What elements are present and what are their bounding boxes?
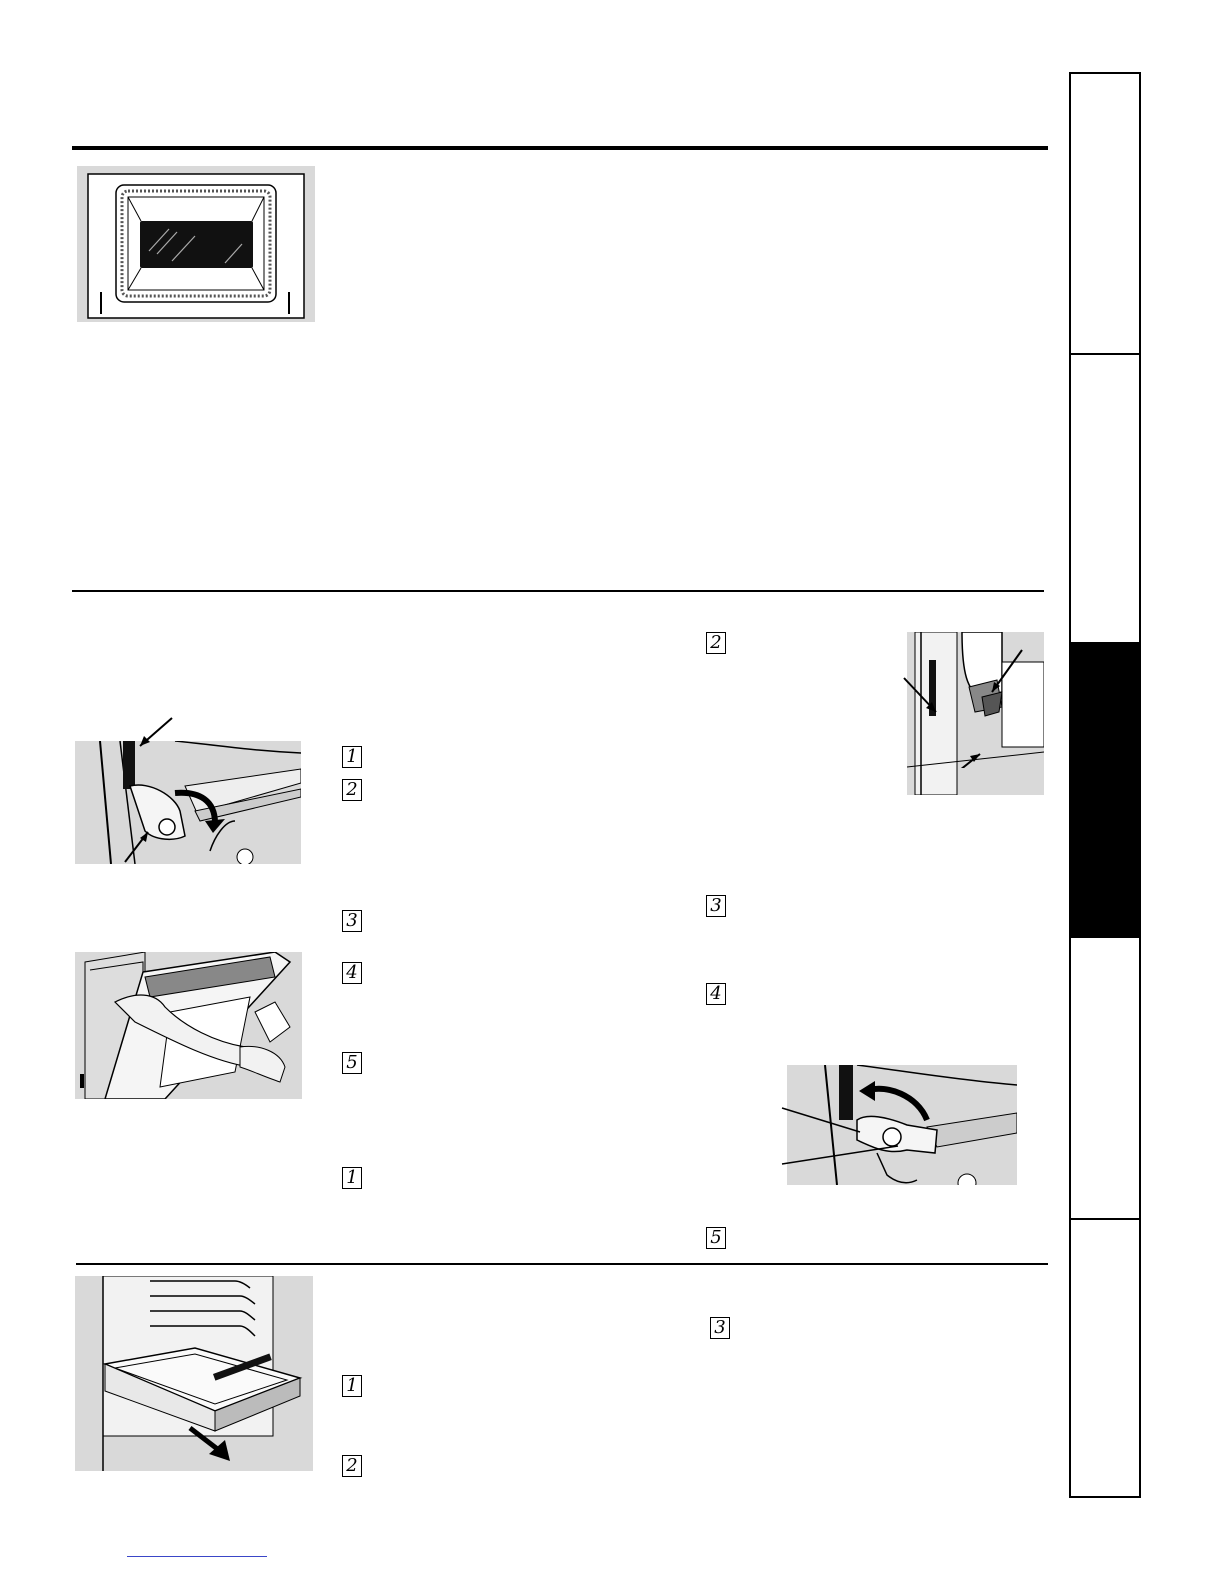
step-box: 2 xyxy=(706,632,726,654)
step-box: 3 xyxy=(342,910,362,932)
door-lift-drawing xyxy=(75,952,302,1099)
section-rule-bottom xyxy=(76,1263,1048,1265)
hinge-slot-arrows xyxy=(896,648,1028,768)
step-box: 5 xyxy=(342,1052,362,1074)
section-rule-top xyxy=(72,146,1048,150)
drawer-figure xyxy=(75,1276,313,1471)
step-box: 4 xyxy=(342,962,362,984)
hinge-lock-figure xyxy=(75,741,301,864)
hinge-arm-callouts xyxy=(780,1100,900,1170)
drawer-drawing xyxy=(75,1276,313,1471)
step-box: 2 xyxy=(342,1455,362,1477)
section-rule-middle xyxy=(72,590,1044,592)
oven-door-window-drawing xyxy=(77,166,315,322)
step-box: 5 xyxy=(706,1227,726,1249)
step-box: 3 xyxy=(710,1317,730,1339)
sidebar-tab-4[interactable] xyxy=(1069,936,1141,1220)
oven-door-window-figure xyxy=(77,166,315,322)
sidebar-tab-2[interactable] xyxy=(1069,353,1141,644)
step-box: 4 xyxy=(706,983,726,1005)
sidebar-tab-1[interactable] xyxy=(1069,72,1141,355)
footer-link[interactable] xyxy=(127,1556,267,1557)
step-box: 2 xyxy=(342,779,362,801)
step-box: 1 xyxy=(342,1375,362,1397)
sidebar-tab-5[interactable] xyxy=(1069,1218,1141,1498)
hinge-lock-arrows xyxy=(120,712,180,864)
step-box: 3 xyxy=(706,895,726,917)
door-lift-figure xyxy=(75,952,302,1099)
step-box: 1 xyxy=(342,1167,362,1189)
step-box: 1 xyxy=(342,746,362,768)
sidebar-tab-3-active[interactable] xyxy=(1069,642,1141,938)
hinge-lock-drawing xyxy=(75,741,301,864)
